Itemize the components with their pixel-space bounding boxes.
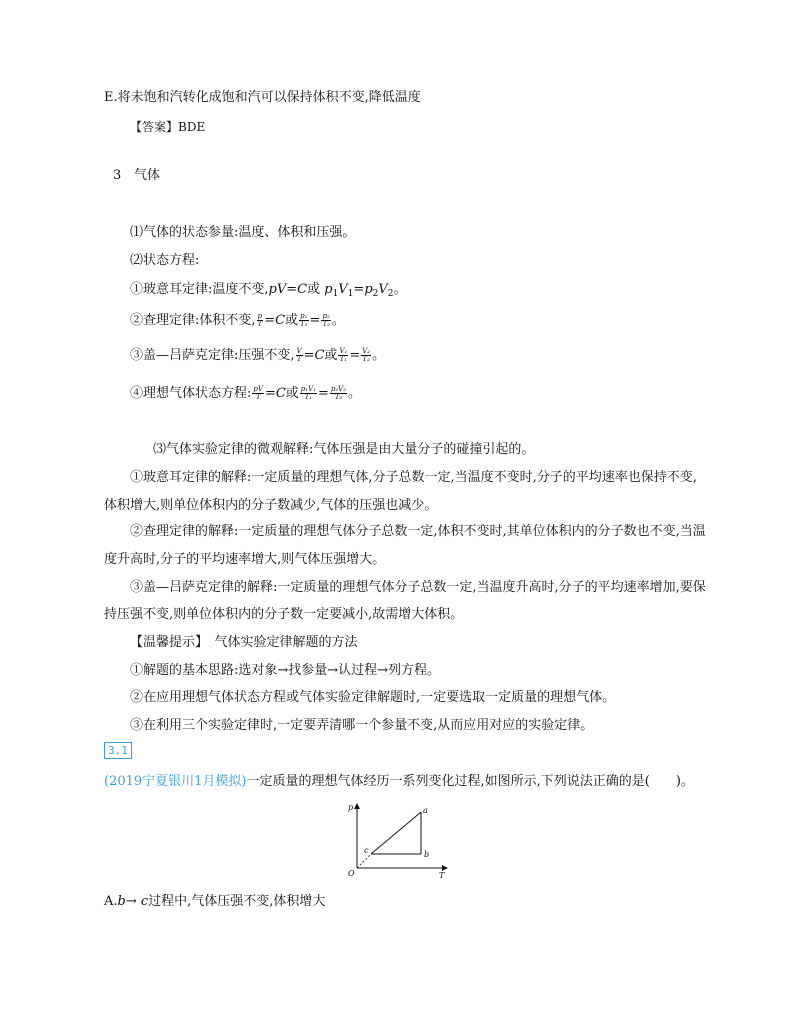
- boyle-v1: V: [338, 282, 348, 297]
- charles-dot: 。: [331, 313, 345, 328]
- boyle-formula-c: =C: [286, 282, 308, 297]
- origin-dashed: [357, 854, 371, 868]
- charles-eqc: =C: [264, 313, 286, 328]
- tip-3: ③在利用三个实验定律时,一定要弄清哪一个参量不变,从而应用对应的实验定律。: [130, 718, 594, 733]
- frac-num: V: [296, 347, 302, 355]
- boyle-p1-idx: 1: [332, 289, 339, 299]
- micro-boyle-1: ①玻意耳定律的解释:一定质量的理想气体,分子总数一定,当温度不变时,分子的平均速率也保持不变,: [130, 470, 697, 485]
- gl-eqc: =C: [303, 348, 325, 363]
- ideal-dot: 。: [348, 386, 362, 401]
- ideal-or: 或: [285, 386, 299, 401]
- section-number: 3: [113, 168, 122, 183]
- boyle-formula-pv: pV: [268, 282, 287, 297]
- ideal-frac-pvt: [252, 386, 264, 401]
- micro-charles-2: 度升高时,分子的平均速率增大,则气体压强增大。: [104, 552, 386, 567]
- axis-label-p: p: [348, 803, 354, 812]
- frac-num: p₁: [300, 312, 308, 320]
- section-title: 气体: [134, 168, 161, 183]
- point-c: c: [364, 846, 369, 855]
- axis-label-t: T: [439, 871, 445, 878]
- micro-title: ⑶气体实验定律的微观解释:气体压强是由大量分子的碰撞引起的。: [153, 442, 535, 457]
- point-a: a: [423, 806, 428, 815]
- frac-den: T₂: [362, 355, 370, 363]
- boyle-dot: 。: [393, 282, 407, 297]
- frac-den: T₂: [322, 320, 330, 328]
- gl-or: 或: [324, 348, 338, 363]
- option-a-process: b→ c: [117, 894, 149, 909]
- charles-frac-2: [321, 313, 330, 328]
- p-t-diagram: [345, 802, 450, 878]
- boyle-p2-idx: 2: [372, 289, 379, 299]
- option-a-prefix: A.: [104, 894, 118, 909]
- frac-den: T: [296, 355, 302, 363]
- question-tag: 3.1: [104, 742, 132, 759]
- frac-den: T₁: [304, 393, 313, 401]
- state-params: ⑴气体的状态参量:温度、体积和压强。: [130, 225, 356, 240]
- boyle-v1-idx: 1: [347, 289, 354, 299]
- boyle-prefix: ①玻意耳定律:温度不变,: [130, 282, 269, 297]
- option-a: [104, 893, 325, 911]
- gl-frac-vt: [296, 348, 303, 363]
- boyle-p2: p: [364, 282, 373, 297]
- answer-label: 【答案】BDE: [130, 120, 206, 134]
- boyle-v2: V: [378, 282, 388, 297]
- ideal-eq: =: [317, 386, 329, 401]
- frac-den: T: [255, 393, 261, 401]
- boyle-p1: p: [324, 282, 333, 297]
- frac-den: T₂: [334, 393, 343, 401]
- frac-num: p: [257, 312, 263, 320]
- boyle-or: 或: [307, 282, 321, 297]
- charles-prefix: ②查理定律:体积不变,: [130, 313, 256, 328]
- micro-boyle-2: 体积增大,则单位体积内的分子数减少,气体的压强也减少。: [104, 498, 438, 513]
- option-e: E.将未饱和汽转化成饱和汽可以保持体积不变,降低温度: [104, 90, 421, 105]
- charles-or: 或: [285, 313, 299, 328]
- ideal-frac-1: [300, 386, 317, 401]
- origin-label: O: [348, 869, 355, 878]
- charles-eq: =: [309, 313, 321, 328]
- frac-den: T₁: [339, 355, 348, 363]
- question-source: (2019宁夏银川1月模拟): [104, 774, 247, 789]
- ideal-eqc: =C: [264, 386, 286, 401]
- state-equation-title: ⑵状态方程:: [130, 253, 200, 268]
- boyle-law: [130, 281, 407, 303]
- charles-law: [130, 312, 345, 330]
- gay-lussac-law: [130, 347, 385, 365]
- gaylussac-prefix: ③盖—吕萨克定律:压强不变,: [130, 348, 295, 363]
- point-b: b: [424, 850, 430, 859]
- frac-den: T₁: [300, 320, 308, 328]
- frac-num: pV: [253, 385, 263, 393]
- frac-num: V₁: [339, 347, 348, 355]
- frac-num: V₂: [362, 347, 371, 355]
- gl-dot: 。: [372, 348, 386, 363]
- tip-1: ①解题的基本思路:选对象→找参量→认过程→列方程。: [130, 663, 441, 678]
- frac-num: p₂V₂: [330, 385, 347, 393]
- question-text: 一定质量的理想气体经历一系列变化过程,如图所示,下列说法正确的是( )。: [246, 774, 694, 789]
- ideal-gas-law: [130, 385, 361, 403]
- boyle-v2-idx: 2: [387, 289, 394, 299]
- question-stem: [104, 773, 694, 791]
- frac-num: p₂: [322, 312, 330, 320]
- ideal-frac-2: [330, 386, 347, 401]
- micro-gl-2: 持压强不变,则单位体积内的分子数一定要减小,故需增大体积。: [104, 607, 464, 622]
- line-ca: [371, 812, 421, 854]
- gl-frac-1: [338, 348, 348, 363]
- gl-frac-2: [361, 348, 371, 363]
- tip-title: 【温馨提示】 气体实验定律解题的方法: [130, 635, 358, 650]
- charles-frac-pt: [257, 313, 264, 328]
- charles-frac-1: [299, 313, 308, 328]
- gl-eq: =: [349, 348, 361, 363]
- frac-num: p₁V₁: [300, 385, 316, 393]
- ideal-prefix: ④理想气体状态方程:: [130, 386, 252, 401]
- micro-charles-1: ②查理定律的解释:一定质量的理想气体分子总数一定,体积不变时,其单位体积内的分子数也不变,当温: [130, 524, 706, 539]
- boyle-eq: =: [353, 282, 365, 297]
- option-a-text: 过程中,气体压强不变,体积增大: [148, 894, 326, 909]
- micro-gl-1: ③盖—吕萨克定律的解释:一定质量的理想气体分子总数一定,当温度升高时,分子的平均速率增加,要保: [130, 580, 706, 595]
- frac-den: T: [257, 320, 263, 328]
- tip-2: ②在应用理想气体状态方程或气体实验定律解题时,一定要选取一定质量的理想气体。: [130, 690, 616, 705]
